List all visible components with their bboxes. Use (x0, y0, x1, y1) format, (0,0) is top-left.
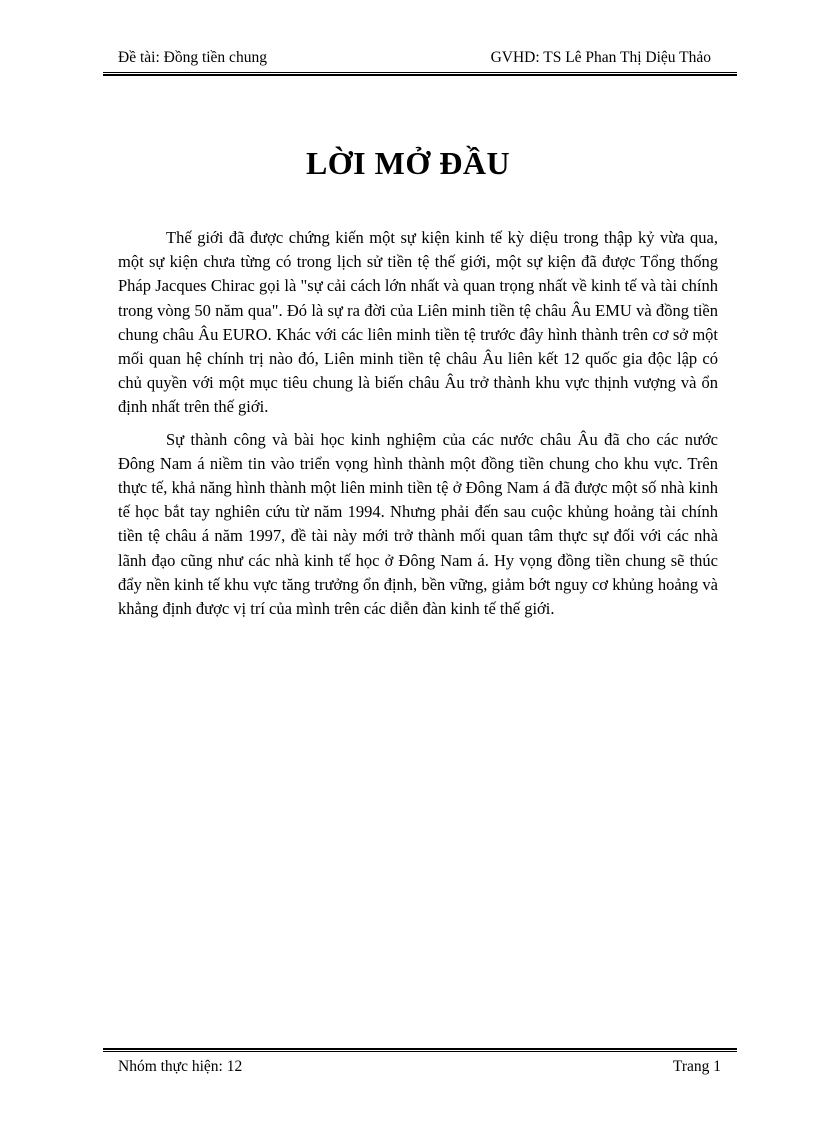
document-body (118, 226, 718, 629)
header-advisor: GVHD: TS Lê Phan Thị Diệu Thảo (490, 49, 711, 66)
footer-group: Nhóm thực hiện: 12 (118, 1058, 243, 1075)
paragraph: Sự thành công và bài học kinh nghiệm của các nước châu Âu đã cho các nước Đông Nam á niềm tin vào triển vọng hình thành một đồng tiền chung cho khu vực. Trên thực tế, khả năng hình thành một liên minh tiền tệ ở Đông Nam á đã được một số nhà kinh tế học bắt tay nghiên cứu từ năm 1994. Nhưng phải đến sau cuộc khủng hoảng tài chính tiền tệ châu á năm 1997, đề tài này mới trở thành mối quan tâm thực sự đối với các nhà lãnh đạo cũng như các nhà kinh tế học ở Đông Nam á. Hy vọng đồng tiền chung sẽ thúc đẩy nền kinh tế khu vực tăng trưởng ổn định, bền vững, giảm bớt nguy cơ khủng hoảng và khẳng định được vị trí của mình trên các diễn đàn kinh tế thế giới. (118, 429, 718, 619)
footer-rule (103, 1048, 737, 1052)
header-rule (103, 72, 737, 76)
page-title: LỜI MỞ ĐẦU (305, 145, 511, 181)
paragraph: Thế giới đã được chứng kiến một sự kiện kinh tế kỳ diệu trong thập kỷ vừa qua, một sự kiện chưa từng có trong lịch sử tiền tệ thế giới, một sự kiện đã được Tổng thống Pháp Jacques Chirac gọi là "sự cải cách lớn nhất và quan trọng nhất về kinh tế và tài chính trong vòng 50 năm qua". Đó là sự ra đời của Liên minh tiền tệ châu Âu EMU và đồng tiền chung châu Âu EURO. Khác với các liên minh tiền tệ trước đây hình thành trên cơ sở một mối quan hệ chính trị nào đó, Liên minh tiền tệ châu Âu liên kết 12 quốc gia độc lập có chủ quyền với một mục tiêu chung là biến châu Âu trở thành khu vực thịnh vượng và ổn định nhất trên thế giới. (118, 228, 718, 417)
header-topic: Đề tài: Đồng tiền chung (118, 49, 267, 66)
page-header (113, 47, 725, 71)
page-number: Trang 1 (672, 1058, 721, 1075)
page-footer (113, 1056, 725, 1080)
